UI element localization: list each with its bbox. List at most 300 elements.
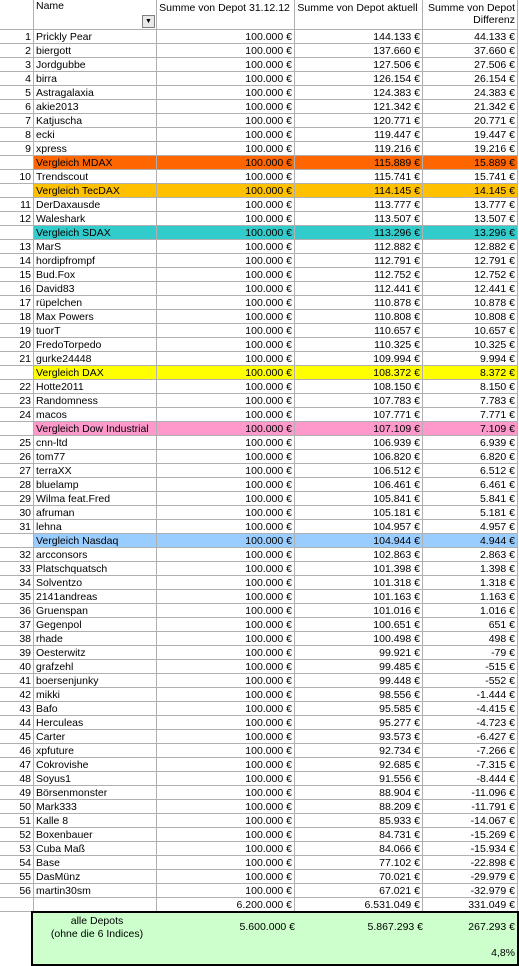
cell-name[interactable]: Mark333 <box>33 800 157 814</box>
cell-depot-differenz[interactable]: 24.383 € <box>423 86 518 100</box>
cell-name[interactable]: ecki <box>33 128 157 142</box>
column-header-depot-differenz[interactable]: Summe von Depot Differenz <box>423 0 518 30</box>
cell-depot-31-12-12[interactable]: 100.000 € <box>157 828 295 842</box>
cell-depot-31-12-12[interactable]: 100.000 € <box>157 310 295 324</box>
cell-name[interactable]: mikki <box>33 688 157 702</box>
cell-name[interactable]: Soyus1 <box>33 772 157 786</box>
cell-depot-aktuell[interactable]: 107.783 € <box>295 394 423 408</box>
cell-depot-differenz[interactable]: 6.820 € <box>423 450 518 464</box>
cell-depot-differenz[interactable]: 7.771 € <box>423 408 518 422</box>
cell-depot-aktuell[interactable]: 107.109 € <box>295 422 423 436</box>
dropdown-filter-icon[interactable]: ▼ <box>142 15 155 28</box>
cell-depot-31-12-12[interactable]: 100.000 € <box>157 618 295 632</box>
cell-name[interactable]: biergott <box>33 44 157 58</box>
cell-depot-31-12-12[interactable]: 100.000 € <box>157 450 295 464</box>
cell-name[interactable]: rhade <box>33 632 157 646</box>
table-row <box>0 254 519 268</box>
cell-depot-aktuell[interactable]: 112.882 € <box>295 240 423 254</box>
cell-depot-aktuell[interactable]: 99.448 € <box>295 674 423 688</box>
cell-depot-aktuell[interactable]: 114.145 € <box>295 184 423 198</box>
cell-depot-differenz[interactable]: -4.723 € <box>423 716 518 730</box>
cell-depot-aktuell[interactable]: 99.921 € <box>295 646 423 660</box>
cell-name[interactable]: birra <box>33 72 157 86</box>
cell-depot-differenz[interactable]: 12.441 € <box>423 282 518 296</box>
cell-depot-31-12-12[interactable]: 100.000 € <box>157 660 295 674</box>
cell-depot-aktuell[interactable]: 110.808 € <box>295 310 423 324</box>
cell-depot-differenz[interactable]: -15.934 € <box>423 842 518 856</box>
cell-depot-aktuell[interactable]: 119.447 € <box>295 128 423 142</box>
cell-depot-differenz[interactable]: -29.979 € <box>423 870 518 884</box>
cell-depot-31-12-12[interactable]: 100.000 € <box>157 758 295 772</box>
cell-depot-aktuell[interactable]: 106.820 € <box>295 450 423 464</box>
cell-depot-aktuell[interactable]: 98.556 € <box>295 688 423 702</box>
cell-depot-differenz[interactable]: -1.444 € <box>423 688 518 702</box>
cell-depot-differenz[interactable]: 13.507 € <box>423 212 518 226</box>
row-number: 10 <box>0 170 33 184</box>
cell-depot-31-12-12[interactable]: 100.000 € <box>157 814 295 828</box>
cell-depot-differenz[interactable]: 651 € <box>423 618 518 632</box>
cell-name[interactable]: rüpelchen <box>33 296 157 310</box>
row-number: 56 <box>0 884 33 898</box>
cell-depot-differenz[interactable]: -14.067 € <box>423 814 518 828</box>
cell-depot-aktuell[interactable]: 99.485 € <box>295 660 423 674</box>
cell-name[interactable]: Trendscout <box>33 170 157 184</box>
row-number: 38 <box>0 632 33 646</box>
table-row <box>0 310 519 324</box>
row-number: 4 <box>0 72 33 86</box>
column-header-depot-aktuell[interactable]: Summe von Depot aktuell <box>295 0 423 30</box>
cell-depot-aktuell[interactable]: 113.777 € <box>295 198 423 212</box>
cell-depot-aktuell[interactable]: 95.277 € <box>295 716 423 730</box>
cell-depot-31-12-12[interactable]: 100.000 € <box>157 324 295 338</box>
table-row <box>0 324 519 338</box>
cell-depot-aktuell[interactable]: 93.573 € <box>295 730 423 744</box>
cell-depot-aktuell[interactable]: 105.841 € <box>295 492 423 506</box>
cell-depot-aktuell[interactable]: 109.994 € <box>295 352 423 366</box>
cell-depot-differenz[interactable]: 7.109 € <box>423 422 518 436</box>
summary-depot-aktuell[interactable]: 5.867.293 € <box>367 921 423 933</box>
cell-name[interactable]: lehna <box>33 520 157 534</box>
cell-depot-31-12-12[interactable]: 100.000 € <box>157 240 295 254</box>
cell-name[interactable]: Vergleich DAX <box>33 366 157 380</box>
cell-depot-31-12-12[interactable]: 100.000 € <box>157 380 295 394</box>
cell-name[interactable]: arcconsors <box>33 548 157 562</box>
cell-depot-aktuell[interactable]: 88.209 € <box>295 800 423 814</box>
cell-depot-differenz[interactable]: 1.398 € <box>423 562 518 576</box>
cell-name[interactable]: macos <box>33 408 157 422</box>
cell-depot-aktuell[interactable]: 120.771 € <box>295 114 423 128</box>
cell-name[interactable]: akie2013 <box>33 100 157 114</box>
cell-depot-aktuell[interactable]: 110.325 € <box>295 338 423 352</box>
table-row <box>0 100 519 114</box>
cell-name[interactable]: xpress <box>33 142 157 156</box>
cell-depot-31-12-12[interactable]: 100.000 € <box>157 772 295 786</box>
cell-name[interactable]: Wilma feat.Fred <box>33 492 157 506</box>
row-number: 29 <box>0 492 33 506</box>
cell-depot-31-12-12[interactable]: 100.000 € <box>157 44 295 58</box>
row-number <box>0 898 33 912</box>
table-row <box>0 170 519 184</box>
cell-depot-aktuell[interactable]: 113.507 € <box>295 212 423 226</box>
cell-name[interactable]: bluelamp <box>33 478 157 492</box>
cell-depot-31-12-12[interactable]: 100.000 € <box>157 170 295 184</box>
table-row <box>0 86 519 100</box>
summary-box <box>31 911 519 966</box>
cell-name[interactable]: Oesterwitz <box>33 646 157 660</box>
cell-name[interactable]: DasMünz <box>33 870 157 884</box>
cell-depot-aktuell[interactable]: 102.863 € <box>295 548 423 562</box>
total-depot-31-12-12[interactable]: 6.200.000 € <box>157 898 295 912</box>
cell-depot-aktuell[interactable]: 110.878 € <box>295 296 423 310</box>
cell-depot-31-12-12[interactable]: 100.000 € <box>157 100 295 114</box>
comparison-row <box>0 366 519 380</box>
cell-depot-31-12-12[interactable]: 100.000 € <box>157 30 295 44</box>
cell-depot-differenz[interactable]: 4.944 € <box>423 534 518 548</box>
cell-depot-31-12-12[interactable]: 100.000 € <box>157 590 295 604</box>
table-row <box>0 450 519 464</box>
cell-name[interactable]: FredoTorpedo <box>33 338 157 352</box>
cell-name[interactable]: Vergleich TecDAX <box>33 184 157 198</box>
row-number <box>0 422 33 436</box>
cell-name[interactable]: grafzehl <box>33 660 157 674</box>
cell-name[interactable]: Kalle 8 <box>33 814 157 828</box>
cell-depot-31-12-12[interactable]: 100.000 € <box>157 478 295 492</box>
cell-depot-31-12-12[interactable]: 100.000 € <box>157 212 295 226</box>
cell-name[interactable]: Prickly Pear <box>33 30 157 44</box>
cell-depot-31-12-12[interactable]: 100.000 € <box>157 604 295 618</box>
cell-name[interactable]: Gruenspan <box>33 604 157 618</box>
cell-depot-aktuell[interactable]: 144.133 € <box>295 30 423 44</box>
cell-name[interactable]: Katjuscha <box>33 114 157 128</box>
cell-depot-aktuell[interactable]: 106.939 € <box>295 436 423 450</box>
cell-depot-differenz[interactable]: 10.325 € <box>423 338 518 352</box>
cell-depot-31-12-12[interactable]: 100.000 € <box>157 142 295 156</box>
cell-name[interactable]: Carter <box>33 730 157 744</box>
cell-depot-31-12-12[interactable]: 100.000 € <box>157 58 295 72</box>
cell-depot-differenz[interactable]: 13.777 € <box>423 198 518 212</box>
cell-depot-aktuell[interactable]: 126.154 € <box>295 72 423 86</box>
cell-depot-aktuell[interactable]: 106.512 € <box>295 464 423 478</box>
cell-depot-aktuell[interactable]: 108.150 € <box>295 380 423 394</box>
total-depot-aktuell[interactable]: 6.531.049 € <box>295 898 423 912</box>
cell-depot-differenz[interactable]: -515 € <box>423 660 518 674</box>
cell-depot-31-12-12[interactable]: 100.000 € <box>157 744 295 758</box>
cell-depot-differenz[interactable]: 10.808 € <box>423 310 518 324</box>
cell-name[interactable] <box>33 898 157 912</box>
cell-depot-31-12-12[interactable]: 100.000 € <box>157 366 295 380</box>
column-header-name[interactable] <box>33 0 157 30</box>
cell-depot-differenz[interactable]: -79 € <box>423 646 518 660</box>
cell-depot-31-12-12[interactable]: 100.000 € <box>157 562 295 576</box>
table-row <box>0 716 519 730</box>
cell-depot-aktuell[interactable]: 127.506 € <box>295 58 423 72</box>
table-row <box>0 576 519 590</box>
cell-depot-aktuell[interactable]: 77.102 € <box>295 856 423 870</box>
cell-name[interactable]: Vergleich Dow Industrial <box>33 422 157 436</box>
cell-depot-31-12-12[interactable]: 100.000 € <box>157 870 295 884</box>
cell-name[interactable]: Astragalaxia <box>33 86 157 100</box>
cell-depot-31-12-12[interactable]: 100.000 € <box>157 520 295 534</box>
summary-label-line1: alle Depots <box>70 915 124 927</box>
cell-depot-differenz[interactable]: -15.269 € <box>423 828 518 842</box>
cell-depot-differenz[interactable]: 27.506 € <box>423 58 518 72</box>
cell-depot-differenz[interactable]: 5.181 € <box>423 506 518 520</box>
cell-depot-aktuell[interactable]: 100.651 € <box>295 618 423 632</box>
cell-name[interactable]: 2141andreas <box>33 590 157 604</box>
cell-depot-differenz[interactable]: 21.342 € <box>423 100 518 114</box>
cell-name[interactable]: afruman <box>33 506 157 520</box>
cell-depot-differenz[interactable]: 13.296 € <box>423 226 518 240</box>
cell-name[interactable]: boersenjunky <box>33 674 157 688</box>
cell-depot-31-12-12[interactable]: 100.000 € <box>157 338 295 352</box>
cell-depot-differenz[interactable]: 15.889 € <box>423 156 518 170</box>
cell-name[interactable]: Bud.Fox <box>33 268 157 282</box>
row-number: 23 <box>0 394 33 408</box>
cell-depot-aktuell[interactable]: 112.752 € <box>295 268 423 282</box>
table-row <box>0 212 519 226</box>
cell-name[interactable]: Randomness <box>33 394 157 408</box>
cell-name[interactable]: Hotte2011 <box>33 380 157 394</box>
cell-depot-31-12-12[interactable]: 100.000 € <box>157 632 295 646</box>
cell-depot-31-12-12[interactable]: 100.000 € <box>157 296 295 310</box>
cell-name[interactable]: Base <box>33 856 157 870</box>
cell-depot-differenz[interactable]: 8.150 € <box>423 380 518 394</box>
cell-name[interactable]: Jordgubbe <box>33 58 157 72</box>
cell-depot-31-12-12[interactable]: 100.000 € <box>157 492 295 506</box>
cell-depot-differenz[interactable]: 12.882 € <box>423 240 518 254</box>
cell-depot-aktuell[interactable]: 67.021 € <box>295 884 423 898</box>
cell-depot-differenz[interactable]: 15.741 € <box>423 170 518 184</box>
cell-depot-differenz[interactable]: 1.318 € <box>423 576 518 590</box>
cell-depot-aktuell[interactable]: 104.944 € <box>295 534 423 548</box>
cell-depot-differenz[interactable]: -8.444 € <box>423 772 518 786</box>
cell-depot-aktuell[interactable]: 105.181 € <box>295 506 423 520</box>
cell-depot-aktuell[interactable]: 101.163 € <box>295 590 423 604</box>
cell-depot-differenz[interactable]: 19.216 € <box>423 142 518 156</box>
cell-depot-differenz[interactable]: 20.771 € <box>423 114 518 128</box>
table-row <box>0 590 519 604</box>
table-row <box>0 520 519 534</box>
cell-depot-differenz[interactable]: 8.372 € <box>423 366 518 380</box>
cell-depot-aktuell[interactable]: 95.585 € <box>295 702 423 716</box>
summary-depot-differenz[interactable]: 267.293 € <box>468 921 515 933</box>
cell-depot-differenz[interactable]: 10.657 € <box>423 324 518 338</box>
cell-depot-aktuell[interactable]: 92.734 € <box>295 744 423 758</box>
cell-depot-differenz[interactable]: -32.979 € <box>423 884 518 898</box>
cell-depot-differenz[interactable]: 10.878 € <box>423 296 518 310</box>
table-row <box>0 478 519 492</box>
cell-name[interactable]: gurke24448 <box>33 352 157 366</box>
cell-depot-differenz[interactable]: 14.145 € <box>423 184 518 198</box>
cell-depot-aktuell[interactable]: 84.731 € <box>295 828 423 842</box>
cell-depot-differenz[interactable]: 12.791 € <box>423 254 518 268</box>
cell-name[interactable]: Boxenbauer <box>33 828 157 842</box>
cell-depot-31-12-12[interactable]: 100.000 € <box>157 156 295 170</box>
cell-depot-31-12-12[interactable]: 100.000 € <box>157 534 295 548</box>
cell-depot-aktuell[interactable]: 112.791 € <box>295 254 423 268</box>
cell-name[interactable]: Solventzo <box>33 576 157 590</box>
cell-depot-31-12-12[interactable]: 100.000 € <box>157 184 295 198</box>
table-row <box>0 240 519 254</box>
cell-name[interactable]: tuorT <box>33 324 157 338</box>
cell-depot-31-12-12[interactable]: 100.000 € <box>157 282 295 296</box>
cell-depot-differenz[interactable]: 9.994 € <box>423 352 518 366</box>
cell-depot-31-12-12[interactable]: 100.000 € <box>157 548 295 562</box>
summary-depot-31-12-12[interactable]: 5.600.000 € <box>239 921 295 933</box>
cell-depot-31-12-12[interactable]: 100.000 € <box>157 464 295 478</box>
cell-name[interactable]: Gegenpol <box>33 618 157 632</box>
cell-depot-31-12-12[interactable]: 100.000 € <box>157 674 295 688</box>
table-row <box>0 282 519 296</box>
cell-depot-differenz[interactable]: 1.016 € <box>423 604 518 618</box>
cell-depot-aktuell[interactable]: 124.383 € <box>295 86 423 100</box>
cell-name[interactable]: Max Powers <box>33 310 157 324</box>
cell-depot-aktuell[interactable]: 70.021 € <box>295 870 423 884</box>
summary-percent[interactable]: 4,8% <box>491 947 515 959</box>
cell-depot-differenz[interactable]: -7.266 € <box>423 744 518 758</box>
row-number <box>0 156 33 170</box>
column-header-depot-31-12-12[interactable]: Summe von Depot 31.12.12 <box>157 0 295 30</box>
table-row <box>0 674 519 688</box>
cell-depot-31-12-12[interactable]: 100.000 € <box>157 800 295 814</box>
cell-depot-differenz[interactable]: 5.841 € <box>423 492 518 506</box>
cell-name[interactable]: xpfuture <box>33 744 157 758</box>
cell-name[interactable]: Platschquatsch <box>33 562 157 576</box>
cell-name[interactable]: cnn-ltd <box>33 436 157 450</box>
cell-depot-31-12-12[interactable]: 100.000 € <box>157 226 295 240</box>
cell-depot-31-12-12[interactable]: 100.000 € <box>157 786 295 800</box>
cell-depot-31-12-12[interactable]: 100.000 € <box>157 884 295 898</box>
cell-depot-differenz[interactable]: -4.415 € <box>423 702 518 716</box>
cell-depot-31-12-12[interactable]: 100.000 € <box>157 114 295 128</box>
cell-depot-aktuell[interactable]: 101.016 € <box>295 604 423 618</box>
cell-depot-31-12-12[interactable]: 100.000 € <box>157 254 295 268</box>
cell-name[interactable]: Waleshark <box>33 212 157 226</box>
cell-name[interactable]: martin30sm <box>33 884 157 898</box>
cell-depot-aktuell[interactable]: 84.066 € <box>295 842 423 856</box>
cell-depot-31-12-12[interactable]: 100.000 € <box>157 506 295 520</box>
cell-depot-31-12-12[interactable]: 100.000 € <box>157 842 295 856</box>
cell-name[interactable]: Vergleich MDAX <box>33 156 157 170</box>
cell-depot-31-12-12[interactable]: 100.000 € <box>157 702 295 716</box>
cell-depot-aktuell[interactable]: 101.398 € <box>295 562 423 576</box>
cell-depot-aktuell[interactable]: 112.441 € <box>295 282 423 296</box>
cell-name[interactable]: David83 <box>33 282 157 296</box>
cell-depot-31-12-12[interactable]: 100.000 € <box>157 128 295 142</box>
cell-depot-aktuell[interactable]: 115.889 € <box>295 156 423 170</box>
table-row <box>0 492 519 506</box>
cell-depot-differenz[interactable]: -552 € <box>423 674 518 688</box>
cell-depot-aktuell[interactable]: 121.342 € <box>295 100 423 114</box>
cell-depot-differenz[interactable]: -11.096 € <box>423 786 518 800</box>
cell-depot-differenz[interactable]: 6.512 € <box>423 464 518 478</box>
cell-depot-differenz[interactable]: 6.939 € <box>423 436 518 450</box>
cell-depot-differenz[interactable]: 498 € <box>423 632 518 646</box>
cell-depot-aktuell[interactable]: 88.904 € <box>295 786 423 800</box>
cell-depot-aktuell[interactable]: 119.216 € <box>295 142 423 156</box>
cell-depot-differenz[interactable]: -7.315 € <box>423 758 518 772</box>
cell-name[interactable]: Bafo <box>33 702 157 716</box>
cell-name[interactable]: MarS <box>33 240 157 254</box>
cell-depot-aktuell[interactable]: 104.957 € <box>295 520 423 534</box>
cell-depot-differenz[interactable]: 12.752 € <box>423 268 518 282</box>
cell-depot-31-12-12[interactable]: 100.000 € <box>157 352 295 366</box>
cell-depot-differenz[interactable]: 1.163 € <box>423 590 518 604</box>
cell-depot-aktuell[interactable]: 85.933 € <box>295 814 423 828</box>
cell-name[interactable]: tom77 <box>33 450 157 464</box>
cell-depot-aktuell[interactable]: 137.660 € <box>295 44 423 58</box>
cell-depot-aktuell[interactable]: 107.771 € <box>295 408 423 422</box>
cell-depot-differenz[interactable]: 44.133 € <box>423 30 518 44</box>
cell-depot-31-12-12[interactable]: 100.000 € <box>157 86 295 100</box>
cell-depot-31-12-12[interactable]: 100.000 € <box>157 72 295 86</box>
cell-depot-aktuell[interactable]: 110.657 € <box>295 324 423 338</box>
cell-depot-31-12-12[interactable]: 100.000 € <box>157 408 295 422</box>
cell-depot-31-12-12[interactable]: 100.000 € <box>157 716 295 730</box>
cell-name[interactable]: Börsenmonster <box>33 786 157 800</box>
cell-depot-differenz[interactable]: 7.783 € <box>423 394 518 408</box>
cell-depot-differenz[interactable]: 4.957 € <box>423 520 518 534</box>
cell-depot-31-12-12[interactable]: 100.000 € <box>157 422 295 436</box>
cell-name[interactable]: Vergleich Nasdaq <box>33 534 157 548</box>
row-number: 13 <box>0 240 33 254</box>
table-row <box>0 408 519 422</box>
cell-depot-aktuell[interactable]: 101.318 € <box>295 576 423 590</box>
cell-depot-differenz[interactable]: -11.791 € <box>423 800 518 814</box>
row-number: 52 <box>0 828 33 842</box>
cell-depot-31-12-12[interactable]: 100.000 € <box>157 436 295 450</box>
row-number: 34 <box>0 576 33 590</box>
cell-name[interactable]: hordipfrompf <box>33 254 157 268</box>
cell-depot-31-12-12[interactable]: 100.000 € <box>157 646 295 660</box>
cell-depot-aktuell[interactable]: 92.685 € <box>295 758 423 772</box>
row-number: 9 <box>0 142 33 156</box>
cell-depot-31-12-12[interactable]: 100.000 € <box>157 730 295 744</box>
cell-depot-31-12-12[interactable]: 100.000 € <box>157 688 295 702</box>
cell-depot-31-12-12[interactable]: 100.000 € <box>157 856 295 870</box>
cell-depot-aktuell[interactable]: 113.296 € <box>295 226 423 240</box>
cell-depot-31-12-12[interactable]: 100.000 € <box>157 394 295 408</box>
cell-name[interactable]: Cuba Maß <box>33 842 157 856</box>
cell-name[interactable]: terraXX <box>33 464 157 478</box>
cell-depot-aktuell[interactable]: 100.498 € <box>295 632 423 646</box>
cell-depot-aktuell[interactable]: 106.461 € <box>295 478 423 492</box>
cell-depot-differenz[interactable]: -6.427 € <box>423 730 518 744</box>
cell-name[interactable]: Vergleich SDAX <box>33 226 157 240</box>
cell-depot-differenz[interactable]: 2.863 € <box>423 548 518 562</box>
cell-depot-differenz[interactable]: 19.447 € <box>423 128 518 142</box>
cell-depot-differenz[interactable]: 6.461 € <box>423 478 518 492</box>
cell-depot-aktuell[interactable]: 115.741 € <box>295 170 423 184</box>
summary-label[interactable] <box>37 915 157 941</box>
table-row <box>0 72 519 86</box>
cell-depot-differenz[interactable]: 26.154 € <box>423 72 518 86</box>
cell-depot-differenz[interactable]: 37.660 € <box>423 44 518 58</box>
cell-depot-aktuell[interactable]: 91.556 € <box>295 772 423 786</box>
table-row <box>0 562 519 576</box>
cell-depot-31-12-12[interactable]: 100.000 € <box>157 198 295 212</box>
cell-depot-differenz[interactable]: -22.898 € <box>423 856 518 870</box>
cell-depot-aktuell[interactable]: 108.372 € <box>295 366 423 380</box>
cell-depot-31-12-12[interactable]: 100.000 € <box>157 268 295 282</box>
total-depot-differenz[interactable]: 331.049 € <box>423 898 518 912</box>
summary-label-line2: (ohne die 6 Indices) <box>50 928 144 940</box>
cell-depot-31-12-12[interactable]: 100.000 € <box>157 576 295 590</box>
table-row <box>0 828 519 842</box>
cell-name[interactable]: DerDaxausde <box>33 198 157 212</box>
cell-name[interactable]: Herculeas <box>33 716 157 730</box>
cell-name[interactable]: Cokrovishe <box>33 758 157 772</box>
